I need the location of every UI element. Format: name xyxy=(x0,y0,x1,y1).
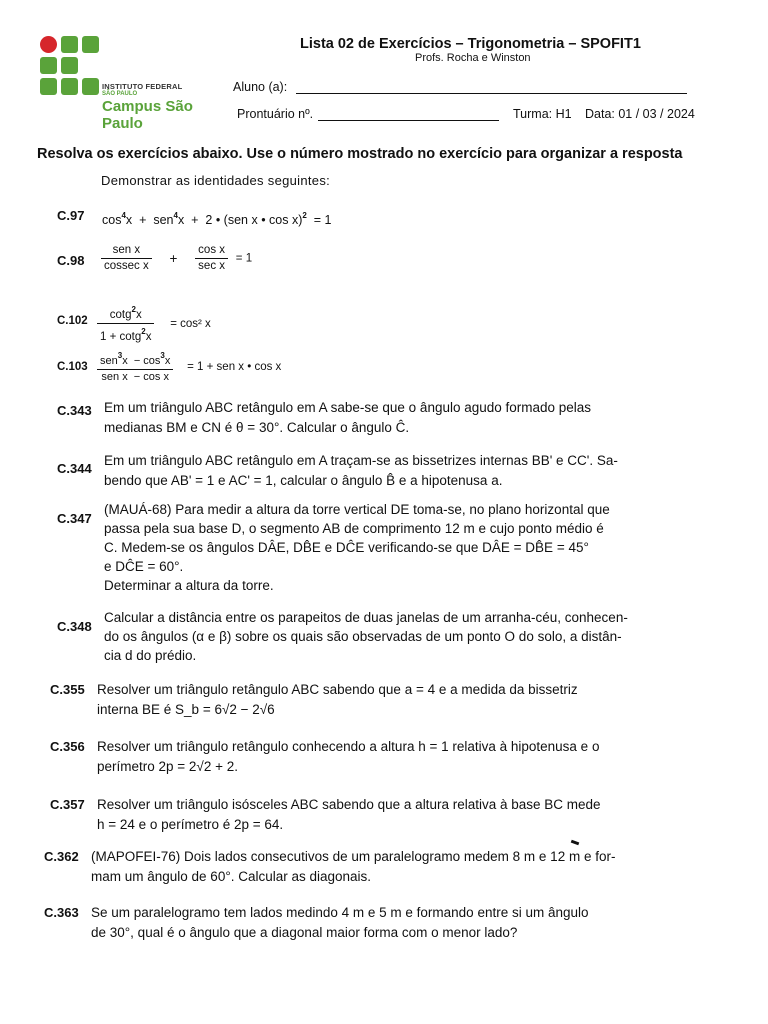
exercise-text-line: Calcular a distância entre os parapeitos de duas janelas de um arranha-céu, conhecen- xyxy=(104,610,628,625)
exercise-c103 xyxy=(57,348,337,388)
institute-logo xyxy=(40,36,225,132)
logo-text-state: SÃO PAULO xyxy=(102,91,138,97)
exercise-c98 xyxy=(57,243,307,283)
exercise-code: C.356 xyxy=(50,739,85,754)
logo-text-institute: INSTITUTO FEDERAL xyxy=(102,82,183,91)
prontuario-label: Prontuário nº. xyxy=(237,107,314,121)
exercise-c347 xyxy=(57,500,727,600)
identities-intro: Demonstrar as identidades seguintes: xyxy=(101,173,331,188)
exercise-code: C.98 xyxy=(57,253,85,268)
exercise-c343 xyxy=(57,398,717,442)
exercise-text-line: Resolver um triângulo retângulo ABC sabendo que a = 4 e a medida da bissetriz xyxy=(97,682,578,697)
exercise-text-line: medianas BM e CN é θ = 30°. Calcular o ângulo Ĉ. xyxy=(104,420,410,435)
exercise-text-line: (MAPOFEI-76) Dois lados consecutivos de um paralelogramo medem 8 m e 12 m e for- xyxy=(91,849,616,864)
exercise-code: C.103 xyxy=(57,361,88,373)
instructions: Resolva os exercícios abaixo. Use o número mostrado no exercício para organizar a resposta xyxy=(37,146,683,162)
exercise-text-line: de 30°, qual é o ângulo que a diagonal maior forma com o menor lado? xyxy=(91,925,518,940)
exercise-text-line: h = 24 e o perímetro é 2p = 64. xyxy=(97,817,284,832)
exercise-c348 xyxy=(57,608,727,672)
exercise-text-line: perímetro 2p = 2√2 + 2. xyxy=(97,759,238,774)
exercise-text-line: bendo que AB' = 1 e AC' = 1, calcular o ângulo B̂ e a hipotenusa a. xyxy=(104,473,503,488)
date-label: Data: 01 / 03 / 2024 xyxy=(585,107,695,121)
logo-grid-icon xyxy=(40,36,104,100)
exercise-text-line: cia d do prédio. xyxy=(104,648,197,663)
student-name-line xyxy=(296,93,687,94)
identity-formula: $\frac{\text{sen x}}{\text{cossec x}}$ + $\frac{\text{cos x}}{\text{sec x}}$ = 1 xyxy=(97,243,252,274)
exercise-text-line: Determinar a altura da torre. xyxy=(104,578,274,593)
exercise-text-line: Se um paralelogramo tem lados medindo 4 m e 5 m e formando entre si um ângulo xyxy=(91,905,589,920)
class-label: Turma: H1 xyxy=(513,107,572,121)
exercise-text-line: interna BE é S_b = 6√2 − 2√6 xyxy=(97,702,275,717)
exercise-text-line: Em um triângulo ABC retângulo em A traçam-se as bissetrizes internas BB' e CC'. Sa- xyxy=(104,453,618,468)
exercise-code: C.357 xyxy=(50,797,85,812)
exercise-code: C.355 xyxy=(50,682,85,697)
exercise-c355 xyxy=(50,680,720,724)
identity-formula: $\cos^4x + sen^4x + 2$ • (sen x • cos x)$^2$ = 1 xyxy=(102,211,332,227)
prontuario-line xyxy=(318,120,499,121)
exercise-code: C.343 xyxy=(57,403,92,418)
identity-formula: $\frac{\cot g^2x}{1 + \cot g^2x}$ = cos² x xyxy=(93,302,211,345)
exercise-code: C.362 xyxy=(44,849,79,864)
exercise-c357 xyxy=(50,795,720,839)
exercise-text-line: do os ângulos (α e β) sobre os quais são observadas de um ponto O do solo, a distân- xyxy=(104,629,622,644)
exercise-code: C.97 xyxy=(57,208,85,223)
exercise-c356 xyxy=(50,737,720,781)
scan-mark xyxy=(571,840,580,846)
document-title: Lista 02 de Exercícios – Trigonometria – SPOFIT1 xyxy=(300,36,641,52)
exercise-c363 xyxy=(44,903,734,947)
exercise-text-line: Em um triângulo ABC retângulo em A sabe-se que o ângulo agudo formado pelas xyxy=(104,400,592,415)
exercise-c344 xyxy=(57,451,727,495)
exercise-c362 xyxy=(44,847,734,891)
exercise-text-line: C. Medem-se os ângulos DÂE, DB̂E e DĈE verificando-se que DÂE = DB̂E = 45° xyxy=(104,540,589,555)
exercise-text-line: Resolver um triângulo retângulo conhecendo a altura h = 1 relativa à hipotenusa e o xyxy=(97,739,600,754)
identity-formula: $\frac{sen^3x - \cos^3x}{\text{sen x − cos x}}$ = 1 + sen x • cos x xyxy=(93,348,281,385)
exercise-text-line: e DĈE = 60°. xyxy=(104,559,184,574)
exercise-code: C.344 xyxy=(57,461,92,476)
exercise-code: C.102 xyxy=(57,315,88,327)
professors: Profs. Rocha e Winston xyxy=(415,52,531,64)
exercise-text-line: passa pela sua base D, o segmento AB de comprimento 12 m e cujo ponto médio é xyxy=(104,521,604,536)
logo-text-campus: Campus São Paulo xyxy=(102,98,193,132)
exercise-code: C.347 xyxy=(57,511,92,526)
exercise-text-line: Resolver um triângulo isósceles ABC sabendo que a altura relativa à base BC mede xyxy=(97,797,601,812)
student-name-label: Aluno (a): xyxy=(233,80,288,94)
exercise-text-line: mam um ângulo de 60°. Calcular as diagonais. xyxy=(91,869,372,884)
exercise-text-line: (MAUÁ-68) Para medir a altura da torre vertical DE toma-se, no plano horizontal que xyxy=(104,502,610,517)
exercise-c102 xyxy=(57,302,307,342)
exercise-code: C.348 xyxy=(57,619,92,634)
exercise-code: C.363 xyxy=(44,905,79,920)
